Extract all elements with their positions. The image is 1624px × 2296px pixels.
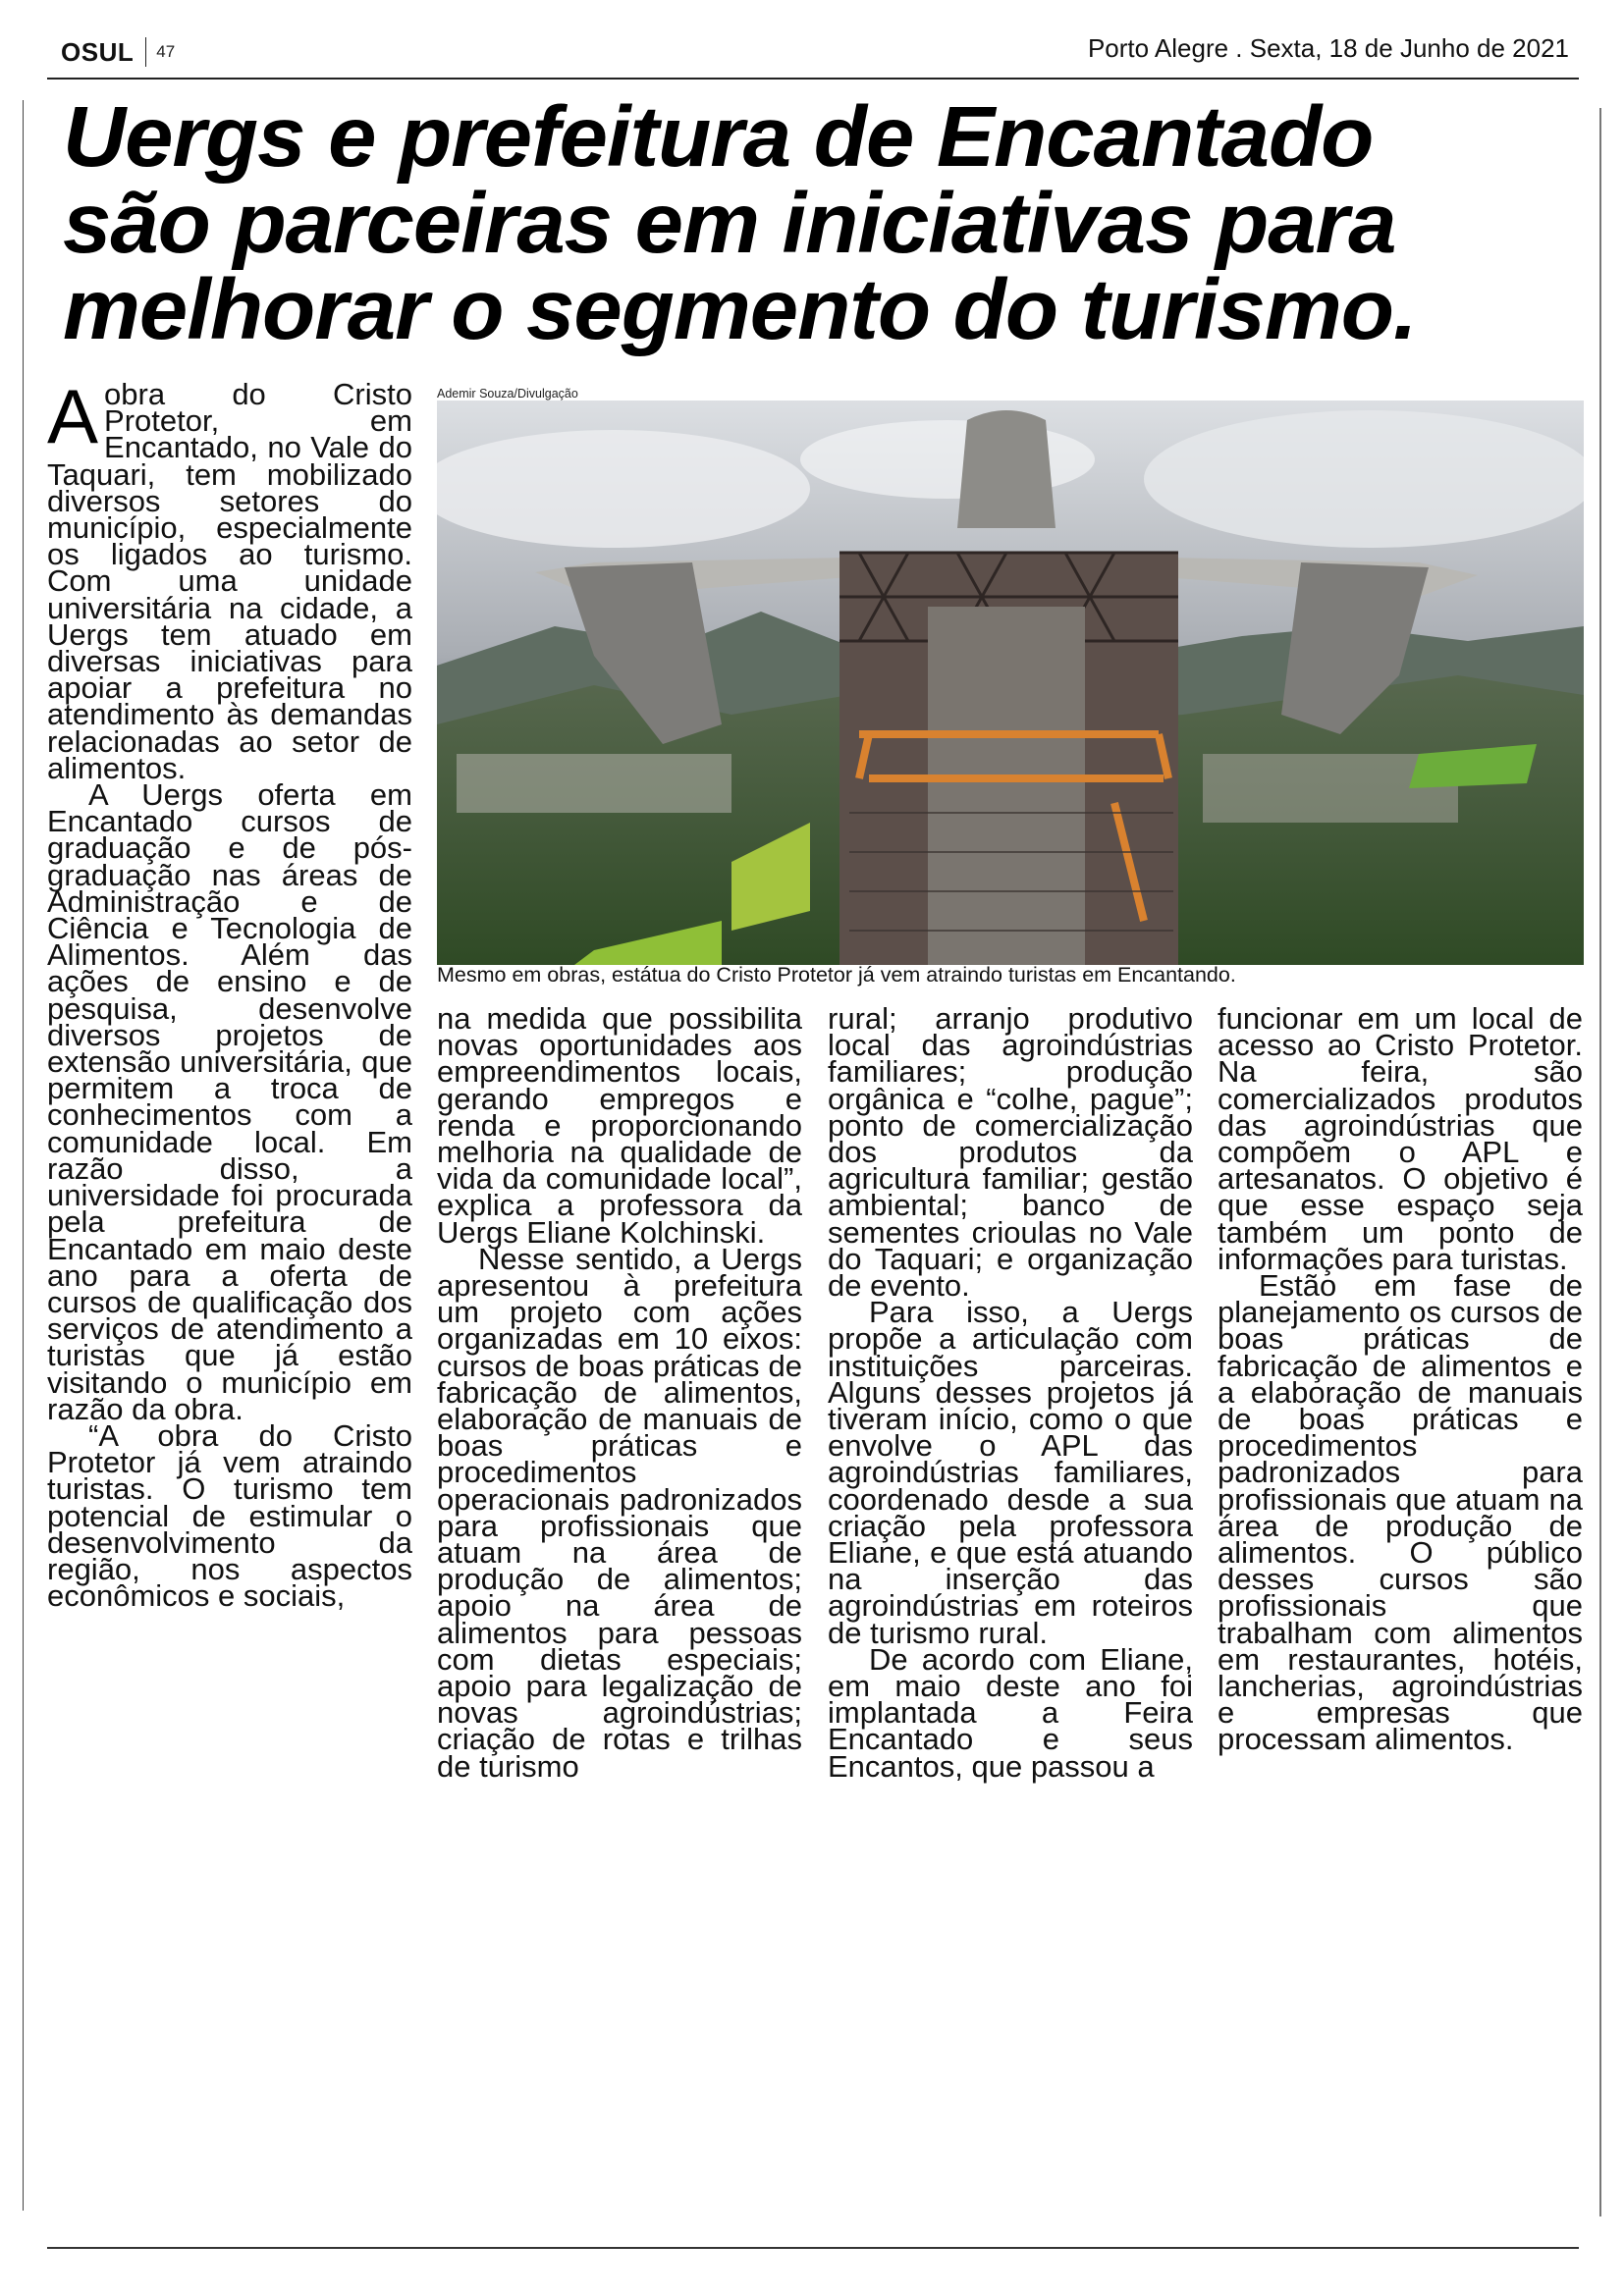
paragraph — [47, 373, 412, 785]
headline-line: são parceiras em iniciativas para — [63, 176, 1396, 271]
paragraph: Nesse sentido, a Uergs apresentou à prefeitura um projeto com ações organizadas em 10 eixos: cursos de boas práticas de fabricação de alimentos, elaboração de manuais de boas práticas e procedimentos operacionais padronizados para profissionais que atuam na área de produção de alimentos; apoio na área de alimentos para pessoas com dietas especiais; apoio para legalização de novas agroindústrias; criação de rotas e trilhas de turismo — [437, 1241, 802, 1784]
paragraph: Para isso, a Uergs propõe a articulação com instituições parceiras. Alguns desses projetos já tiveram início, como o que envolve o APL das agroindústrias familiares, coordenado desde a sua criação pela professora Eliane, e que está atuando na inserção das agroindústrias em roteiros de turismo rural. — [828, 1295, 1193, 1650]
article-column-4 — [1218, 1001, 1583, 1757]
paragraph: funcionar em um local de acesso ao Cristo Protetor. Na feira, são comercializados produtos das agroindústrias que compõem o APL e artesanatos. O objetivo é que esse espaço seja também um ponto de informações para turistas. — [1218, 1001, 1583, 1276]
paragraph-text: obra do Cristo Protetor, em Encantado, no Vale do Taquari, tem mobilizado diversos setores do município, especialmente os ligados ao turismo. Com uma unidade universitária na cidade, a Uergs tem atuado em diversas iniciativas para apoiar a prefeitura no atendimento às demandas relacionadas ao setor de alimentos. — [47, 377, 412, 785]
cristo-protetor-photo — [437, 400, 1584, 965]
article-column-2 — [437, 1001, 802, 1784]
paragraph: Estão em fase de planejamento os cursos de boas práticas de fabricação de alimentos e a elaboração de manuais de boas práticas e procedimentos padronizados para profissionais que atuam na área de produção de alimentos. O público desses cursos são profissionais que trabalham com alimentos em restaurantes, hotéis, lancherias, agroindústrias e empresas que processam alimentos. — [1218, 1268, 1583, 1757]
masthead — [61, 35, 175, 69]
headline-line: Uergs e prefeitura de Encantado — [63, 89, 1374, 185]
frame-right-border — [1599, 108, 1601, 2216]
paragraph: “A obra do Cristo Protetor já vem atraindo turistas. O turismo tem potencial de estimular o desenvolvimento da região, nos aspectos econômicos e sociais, — [47, 1417, 412, 1614]
page-number: 47 — [156, 42, 176, 61]
drop-cap: A — [47, 373, 99, 459]
frame-left-border — [23, 100, 24, 2211]
article-column-1 — [47, 373, 412, 1614]
bottom-rule — [47, 2247, 1579, 2249]
newspaper-brand: OSUL — [61, 36, 135, 67]
dateline: Porto Alegre . Sexta, 18 de Junho de 2021 — [1087, 33, 1569, 63]
headline — [63, 89, 1624, 357]
paragraph: na medida que possibilita novas oportunidades aos empreendimentos locais, gerando empregos e renda e proporcionando melhoria na qualidade de vida da comunidade local”, explica a professora da Uergs Eliane Kolchinski. — [437, 1001, 802, 1250]
paragraph: rural; arranjo produtivo local das agroindústrias familiares; produção orgânica e “colhe, pague”; ponto de comercialização dos produtos da agricultura familiar; gestão ambiental; banco de sementes crioulas no Vale do Taquari; e organização de evento. — [828, 1001, 1193, 1304]
masthead-divider — [145, 37, 146, 67]
headline-line: melhorar o segmento do turismo. — [63, 262, 1417, 357]
statue-image-icon — [437, 400, 1584, 965]
top-rule — [47, 78, 1579, 80]
paragraph: A Uergs oferta em Encantado cursos de graduação e de pós-graduação nas áreas de Administração e de Ciência e Tecnologia de Alimentos. Além das ações de ensino e de pesquisa, desenvolve diversos projetos de extensão universitária, que permitem a troca de conhecimentos com a comunidade local. Em razão disso, a universidade foi procurada pela prefeitura de Encantado em maio deste ano para a oferta de cursos de qualificação dos serviços de atendimento a turistas que já estão visitando o município em razão da obra. — [47, 777, 412, 1426]
photo-credit: Ademir Souza/Divulgação — [437, 387, 578, 400]
photo-caption: Mesmo em obras, estátua do Cristo Protetor já vem atraindo turistas em Encantando. — [437, 963, 1236, 987]
paragraph: De acordo com Eliane, em maio deste ano foi implantada a Feira Encantado e seus Encantos, que passou a — [828, 1641, 1193, 1784]
article-column-3 — [828, 1001, 1193, 1784]
